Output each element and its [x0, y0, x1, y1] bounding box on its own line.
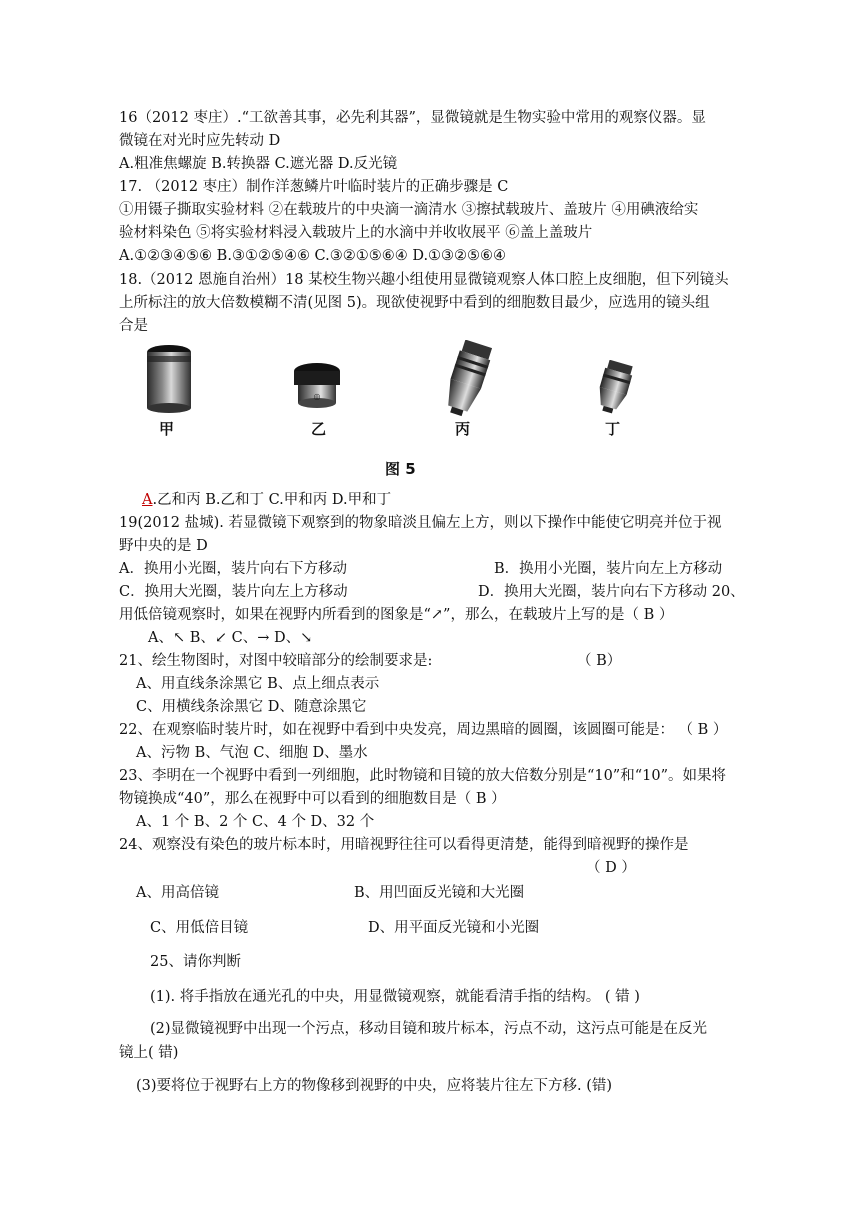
- q23-line1: 23、李明在一个视野中看到一列细胞，此时物镜和目镜的放大倍数分别是“10”和“10”。如果将: [119, 768, 727, 784]
- q19-line1: 19(2012 盐城). 若显微镜下观察到的物象暗淡且偏左上方，则以下操作中能使它明亮并位于视: [119, 515, 722, 531]
- q20-options: A、↖ B、↙ C、→ D、↘: [148, 630, 313, 646]
- eyepiece-short-icon: [291, 362, 343, 410]
- q23-line2: 物镜换成“40”，那么在视野中可以看到的细胞数目是（ B ）: [119, 791, 506, 807]
- q25-item2-line1: (2)显微镜视野中出现一个污点，移动目镜和玻片标本，污点不动，这污点可能是在反光: [150, 1021, 708, 1037]
- eyepiece-long-icon: [144, 344, 194, 414]
- q24-option-c: C、用低倍目镜: [150, 920, 249, 936]
- q24-option-b: B、用凹面反光镜和大光圈: [354, 885, 525, 901]
- q20-line1: 用低倍镜观察时，如果在视野内所看到的图象是“↗”，那么，在载玻片上写的是（ B ）: [119, 607, 674, 623]
- q25-item1: (1). 将手指放在通光孔的中央，用显微镜观察，就能看清手指的结构。 ( 错 ): [150, 989, 640, 1005]
- q21-options-2: C、用横线条涂黑它 D、随意涂黑它: [136, 699, 367, 715]
- q21-answer: （ B）: [577, 653, 622, 669]
- q23-options: A、1 个 B、2 个 C、4 个 D、32 个: [136, 814, 375, 830]
- q16-options: A.粗准焦螺旋 B.转换器 C.遮光器 D.反光镜: [119, 156, 398, 172]
- q17-line3: 验材料染色 ⑤将实验材料浸入载玻片上的水滴中并收收展平 ⑥盖上盖玻片: [119, 225, 593, 241]
- q24-line1: 24、观察没有染色的玻片标本时，用暗视野往往可以看得更清楚，能得到暗视野的操作是: [119, 837, 689, 853]
- q16-line1: 16（2012 枣庄）.“工欲善其事，必先利其器”，显微镜就是生物实验中常用的观察仪器。显: [119, 110, 706, 126]
- objective-long-icon: [437, 340, 497, 420]
- q17-line2: ①用镊子撕取实验材料 ②在载玻片的中央滴一滴清水 ③擦拭载玻片、盖玻片 ④用碘液给实: [119, 202, 699, 218]
- q19-option-d: D．换用大光圈，装片向右下方移动 20、: [478, 584, 745, 600]
- q16-line2: 微镜在对光时应先转动 D: [119, 133, 281, 149]
- q24-option-d: D、用平面反光镜和小光圈: [368, 920, 540, 936]
- figure-5-lenses: [119, 336, 719, 482]
- q19-line2: 野中央的是 D: [119, 538, 208, 554]
- q25-title: 25、请你判断: [150, 954, 241, 970]
- q18-options: [142, 490, 391, 510]
- q24-answer: （ D ）: [586, 860, 636, 876]
- q18-line2: 上所标注的放大倍数模糊不清(见图 5)。现欲使视野中看到的细胞数目最少，应选用的镜头组: [119, 295, 710, 311]
- q18-options-rest: .乙和丙 B.乙和丁 C.甲和丙 D.甲和丁: [152, 492, 392, 508]
- svg-text:◎: ◎: [313, 392, 321, 401]
- figure-caption: 图 5: [385, 460, 416, 478]
- q19-option-a: A．换用小光圈，装片向右下方移动: [119, 561, 347, 577]
- q17-line1: 17. （2012 枣庄）制作洋葱鳞片叶临时装片的正确步骤是 C: [119, 179, 509, 195]
- label-yi: 乙: [311, 420, 327, 438]
- q25-item2-line2: 镜上( 错): [119, 1045, 179, 1061]
- q22-options: A、污物 B、气泡 C、细胞 D、墨水: [136, 745, 368, 761]
- label-bing: 丙: [455, 420, 471, 438]
- q25-item3: (3)要将位于视野右上方的物像移到视野的中央，应将装片往左下方移. (错): [136, 1078, 613, 1094]
- q22-line1: 22、在观察临时装片时，如在视野中看到中央发亮，周边黑暗的圆圈，该圆圈可能是： （ B ）: [119, 722, 728, 738]
- q19-option-c: C．换用大光圈，装片向左上方移动: [119, 584, 348, 600]
- q21-options-1: A、用直线条涂黑它 B、点上细点表示: [136, 676, 380, 692]
- q18-line3: 合是: [119, 318, 148, 334]
- q18-answer-letter: A: [142, 492, 153, 508]
- objective-short-icon: [589, 360, 639, 416]
- q19-option-b: B．换用小光圈，装片向左上方移动: [494, 561, 723, 577]
- q24-option-a: A、用高倍镜: [136, 885, 219, 901]
- q18-line1: 18.（2012 恩施自治州）18 某校生物兴趣小组使用显微镜观察人体口腔上皮细胞，但下列镜头: [119, 272, 729, 288]
- label-ding: 丁: [605, 420, 621, 438]
- label-jia: 甲: [159, 420, 175, 438]
- q17-options: A.①②③④⑤⑥ B.③①②⑤④⑥ C.③②①⑤⑥④ D.①③②⑤⑥④: [119, 248, 507, 264]
- q21-stem: 21、绘生物图时，对图中较暗部分的绘制要求是:: [119, 653, 433, 669]
